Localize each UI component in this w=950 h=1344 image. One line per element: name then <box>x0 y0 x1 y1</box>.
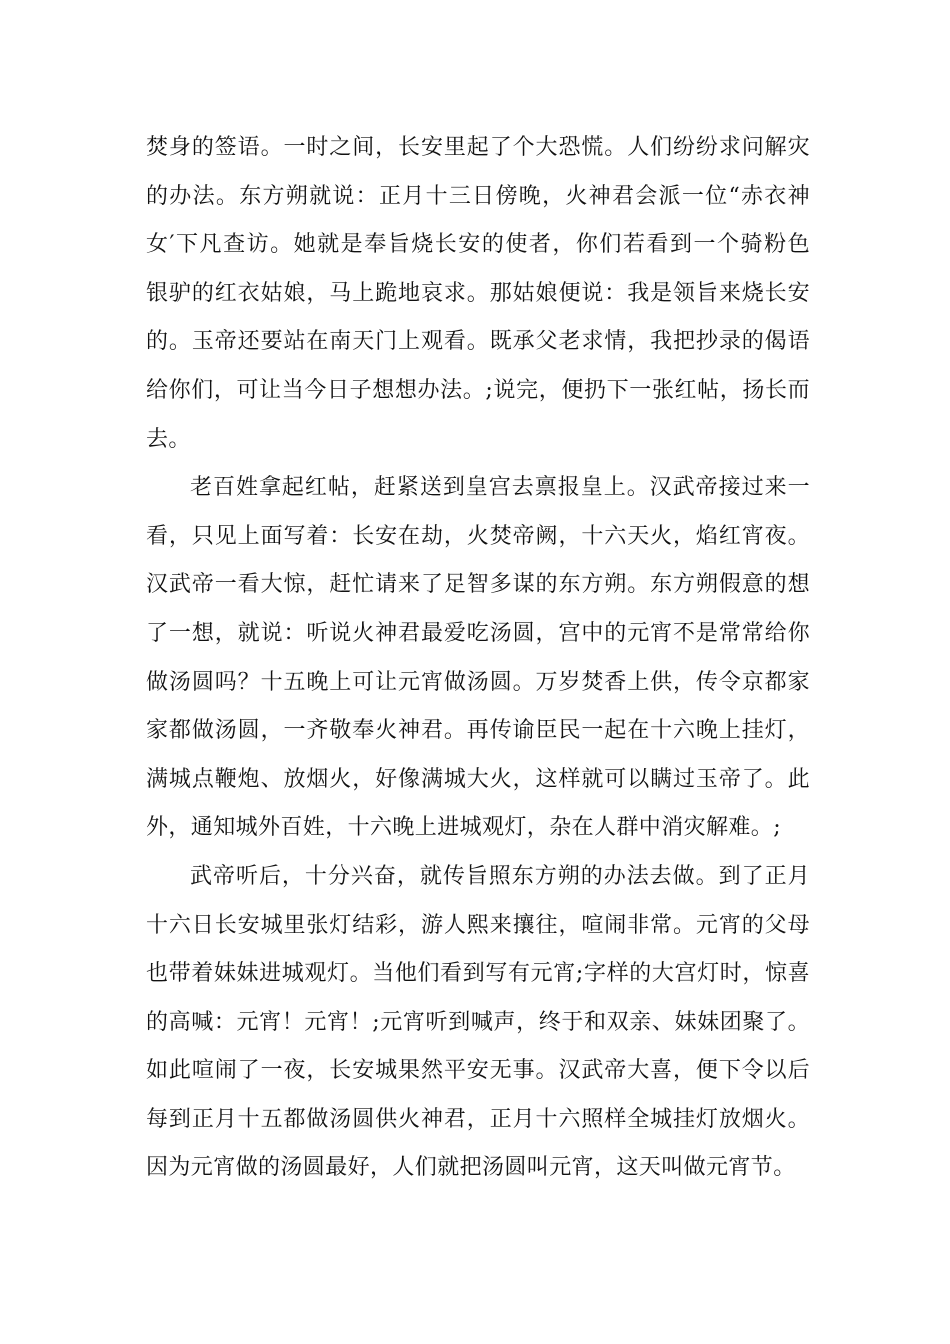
text-line: 老百姓拿起红帖，赶紧送到皇宫去禀报皇上。汉武帝接过来一 <box>190 475 810 501</box>
text-line: 的。玉帝还要站在南天门上观看。既承父老求情，我把抄录的偈语 <box>146 329 810 355</box>
text-line: 十六日长安城里张灯结彩，游人熙来攘往，喧闹非常。元宵的父母 <box>146 912 810 938</box>
text-line: 做汤圆吗？十五晚上可让元宵做汤圆。万岁焚香上供，传令京都家 <box>146 669 810 695</box>
text-line: 满城点鞭炮、放烟火，好像满城大火，这样就可以瞒过玉帝了。此 <box>146 766 810 792</box>
body-text <box>146 124 810 1193</box>
text-line: 每到正月十五都做汤圆供火神君，正月十六照样全城挂灯放烟火。 <box>146 1106 810 1132</box>
text-line: 武帝听后，十分兴奋，就传旨照东方朔的办法去做。到了正月 <box>190 863 810 889</box>
text-line: 焚身的签语。一时之间，长安里起了个大恐慌。人们纷纷求问解灾 <box>146 135 810 160</box>
text-line: 去。 <box>146 426 191 452</box>
text-line: 了一想，就说：听说火神君最爱吃汤圆，宫中的元宵不是常常给你 <box>146 620 810 646</box>
text-line: 给你们，可让当今日子想想办法。;说完，便扔下一张红帖，扬长而 <box>146 377 810 403</box>
text-line: 女′下凡查访。她就是奉旨烧长安的使者，你们若看到一个骑粉色 <box>146 232 810 258</box>
text-line: 的高喊：元宵！元宵！;元宵听到喊声，终于和双亲、妹妹团聚了。 <box>146 1009 810 1035</box>
text-line: 家都做汤圆，一齐敬奉火神君。再传谕臣民一起在十六晚上挂灯， <box>146 718 810 744</box>
text-line: 如此喧闹了一夜，长安城果然平安无事。汉武帝大喜，便下令以后 <box>146 1058 810 1084</box>
text-line: 的办法。东方朔就说：正月十三日傍晚，火神君会派一位“赤衣神 <box>146 183 810 209</box>
text-line: 看，只见上面写着：长安在劫，火焚帝阙，十六天火，焰红宵夜。 <box>146 523 810 549</box>
text-line: 也带着妹妹进城观灯。当他们看到写有元宵;字样的大宫灯时，惊喜 <box>146 961 810 987</box>
text-line: 因为元宵做的汤圆最好，人们就把汤圆叫元宵，这天叫做元宵节。 <box>146 1155 796 1181</box>
text-line: 汉武帝一看大惊，赶忙请来了足智多谋的东方朔。东方朔假意的想 <box>146 572 810 598</box>
text-line: 银驴的红衣姑娘，马上跪地哀求。那姑娘便说：我是领旨来烧长安 <box>146 280 810 306</box>
text-line: 外，通知城外百姓，十六晚上进城观灯，杂在人群中消灾解难。; <box>146 815 782 841</box>
